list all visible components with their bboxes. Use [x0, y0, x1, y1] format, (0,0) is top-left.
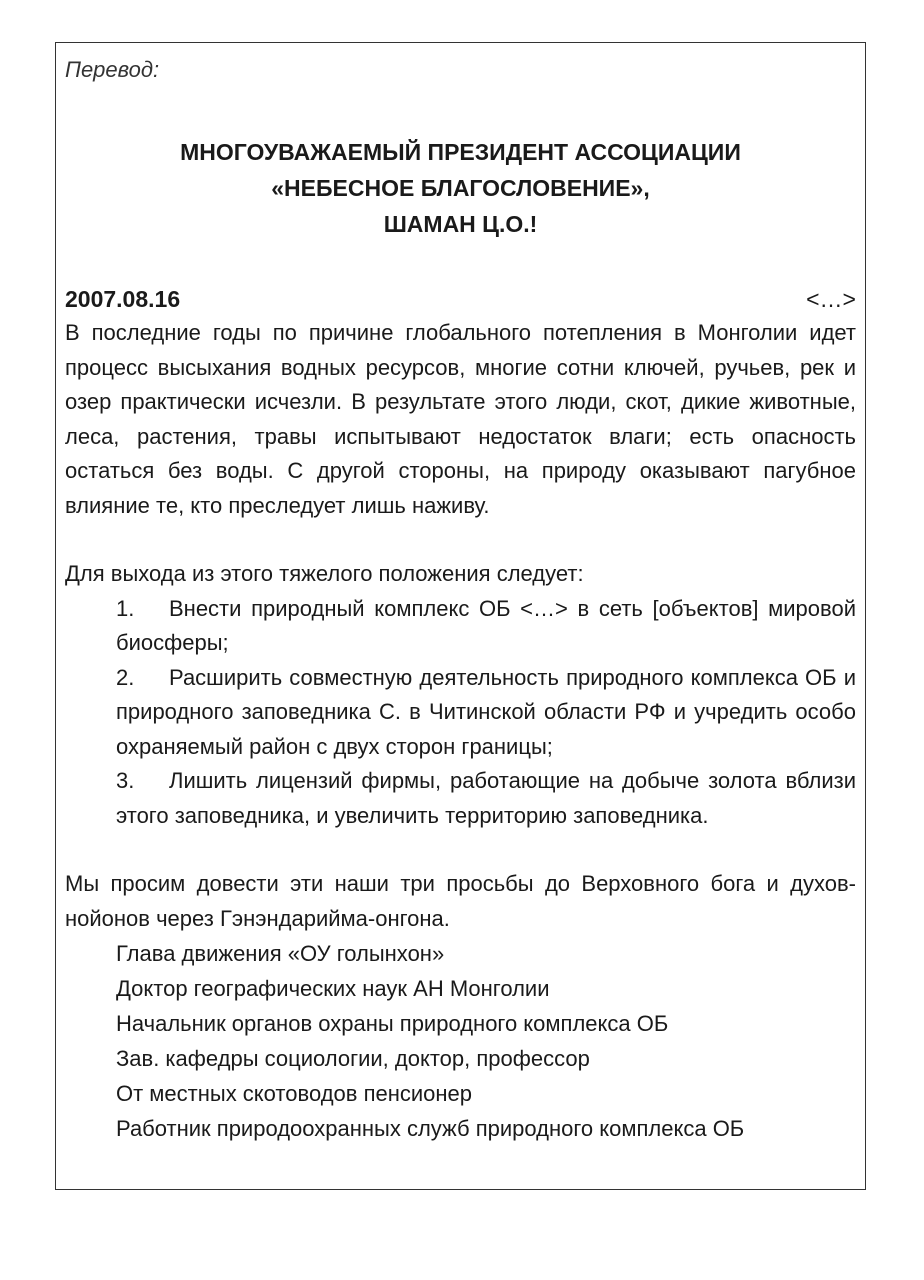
- list-item-number: 3.: [116, 768, 135, 793]
- list-item-text: Расширить совместную деятельность природного комплекса ОБ и природного заповедника С. в Читинской области РФ и учредить особо охраняемый район с двух сторон границы;: [116, 664, 856, 759]
- list-item-number: 2.: [116, 664, 135, 690]
- signer: Зав. кафедры социологии, доктор, профессор: [116, 1046, 590, 1071]
- date-line: [65, 282, 856, 316]
- list-item: [116, 661, 856, 765]
- signer: Глава движения «ОУ голынхон»: [116, 941, 445, 966]
- title-line: «НЕБЕСНОЕ БЛАГОСЛОВЕНИЕ»,: [271, 175, 650, 201]
- title-line: МНОГОУВАЖАЕМЫЙ ПРЕЗИДЕНТ АССОЦИАЦИИ: [180, 139, 741, 165]
- title-line: ШАМАН Ц.О.!: [383, 211, 538, 237]
- letter-title: [65, 134, 856, 242]
- omission-mark: <…>: [806, 286, 856, 312]
- signer: Доктор географических наук АН Монголии: [116, 976, 550, 1001]
- list-item-number: 1.: [116, 595, 135, 621]
- document-frame: [55, 42, 866, 1190]
- request-list: [65, 592, 856, 834]
- signer: Работник природоохранных служб природного комплекса ОБ: [116, 1116, 745, 1141]
- paragraph-2: Мы просим довести эти наши три просьбы до Верховного бога и духов-нойонов через Гэнэндарийма-онгона.: [65, 871, 856, 931]
- signer: От местных скотоводов пенсионер: [116, 1081, 473, 1106]
- list-intro: Для выхода из этого тяжелого положения следует:: [65, 561, 584, 586]
- list-item-text: Внести природный комплекс ОБ <…> в сеть [объектов] мировой биосферы;: [116, 595, 856, 655]
- list-item-text: Лишить лицензий фирмы, работающие на добыче золота вблизи этого заповедника, и увеличить территорию заповедника.: [116, 768, 856, 828]
- list-item: [116, 592, 856, 661]
- signer: Начальник органов охраны природного комплекса ОБ: [116, 1011, 669, 1036]
- list-item: [116, 764, 856, 833]
- translation-label: Перевод:: [65, 57, 160, 82]
- letter-date: 2007.08.16: [65, 286, 181, 312]
- signers-list: [65, 936, 856, 1146]
- paragraph-1: В последние годы по причине глобального потепления в Монголии идет процесс высыхания водных ресурсов, многие сотни ключей, ручьев, рек и озер практически исчезли. В результате этого люди, скот, дикие животные, леса, растения, травы испытывают недостаток влаги; есть опасность остаться без воды. С другой стороны, на природу оказывают пагубное влияние те, кто преследует лишь наживу.: [65, 320, 856, 518]
